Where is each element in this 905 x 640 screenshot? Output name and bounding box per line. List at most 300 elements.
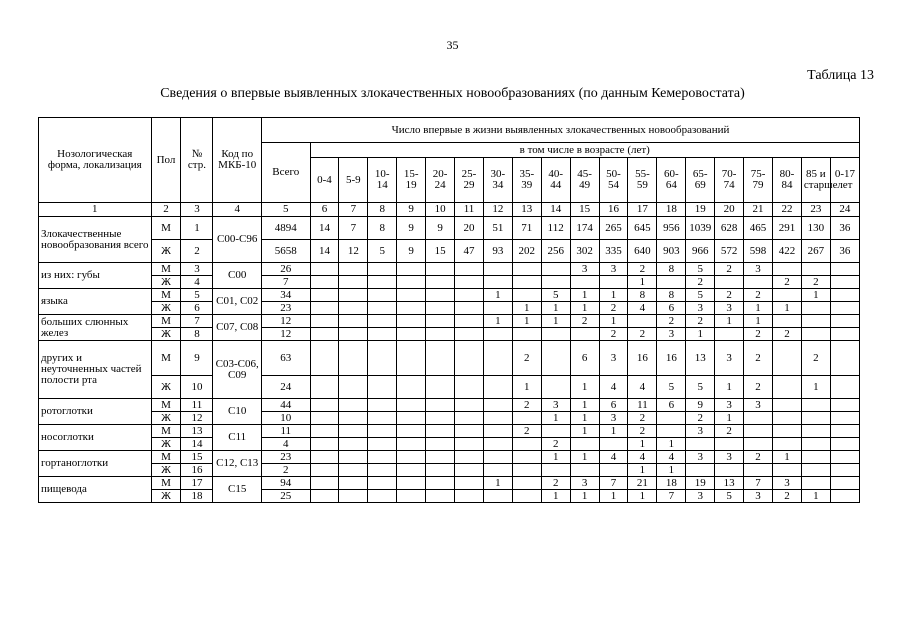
data-cell: 4 xyxy=(599,376,628,399)
row-sex: Ж xyxy=(151,438,181,451)
data-cell xyxy=(397,263,426,276)
row-total: 2 xyxy=(261,464,310,477)
data-cell xyxy=(339,490,368,503)
data-cell xyxy=(397,276,426,289)
data-cell: 112 xyxy=(541,217,570,240)
data-cell: 9 xyxy=(397,217,426,240)
column-number: 19 xyxy=(686,203,715,217)
data-cell xyxy=(339,302,368,315)
data-cell xyxy=(541,341,570,376)
header-age: 5-9 xyxy=(339,158,368,203)
neoplasm-table xyxy=(38,117,860,503)
data-cell xyxy=(339,438,368,451)
data-cell: 1 xyxy=(773,302,802,315)
data-cell: 2 xyxy=(801,341,830,376)
table-body xyxy=(39,217,860,503)
data-cell: 51 xyxy=(483,217,512,240)
data-cell xyxy=(715,438,744,451)
column-number: 13 xyxy=(512,203,541,217)
data-cell xyxy=(426,412,455,425)
column-number: 6 xyxy=(310,203,339,217)
data-cell: 5 xyxy=(368,240,397,263)
data-cell: 422 xyxy=(773,240,802,263)
data-cell: 256 xyxy=(541,240,570,263)
table-header xyxy=(39,118,860,217)
data-cell xyxy=(512,412,541,425)
row-number: 18 xyxy=(181,490,213,503)
table-row xyxy=(39,240,860,263)
data-cell: 5 xyxy=(686,289,715,302)
data-cell xyxy=(310,438,339,451)
data-cell xyxy=(483,412,512,425)
data-cell xyxy=(310,412,339,425)
data-cell xyxy=(339,341,368,376)
row-number: 7 xyxy=(181,315,213,328)
data-cell: 1 xyxy=(541,315,570,328)
data-cell xyxy=(339,464,368,477)
column-number: 8 xyxy=(368,203,397,217)
column-number: 12 xyxy=(483,203,512,217)
data-cell xyxy=(801,412,830,425)
data-cell xyxy=(397,464,426,477)
data-cell xyxy=(368,276,397,289)
table-row xyxy=(39,302,860,315)
row-number: 1 xyxy=(181,217,213,240)
row-number: 9 xyxy=(181,341,213,376)
data-cell xyxy=(368,438,397,451)
data-cell xyxy=(455,451,484,464)
column-number: 17 xyxy=(628,203,657,217)
data-cell xyxy=(397,328,426,341)
data-cell: 1 xyxy=(570,425,599,438)
row-sex: М xyxy=(151,451,181,464)
column-number: 11 xyxy=(455,203,484,217)
data-cell xyxy=(339,276,368,289)
data-cell: 2 xyxy=(628,412,657,425)
data-cell xyxy=(541,425,570,438)
data-cell xyxy=(339,263,368,276)
data-cell: 2 xyxy=(744,328,773,341)
data-cell xyxy=(570,464,599,477)
data-cell xyxy=(773,464,802,477)
header-age: 75-79 xyxy=(744,158,773,203)
data-cell: 4 xyxy=(628,376,657,399)
data-cell: 1 xyxy=(570,376,599,399)
data-cell xyxy=(744,464,773,477)
data-cell xyxy=(368,399,397,412)
data-cell xyxy=(339,328,368,341)
data-cell xyxy=(368,328,397,341)
row-sex: М xyxy=(151,399,181,412)
data-cell xyxy=(397,412,426,425)
column-number: 23 xyxy=(801,203,830,217)
data-cell xyxy=(397,302,426,315)
data-cell xyxy=(512,276,541,289)
data-cell xyxy=(773,425,802,438)
row-code: С10 xyxy=(213,399,262,425)
header-age: 10-14 xyxy=(368,158,397,203)
data-cell xyxy=(483,451,512,464)
table-label: Таблица 13 xyxy=(807,68,874,83)
data-cell xyxy=(744,276,773,289)
data-cell: 572 xyxy=(715,240,744,263)
data-cell: 1 xyxy=(512,315,541,328)
data-cell: 3 xyxy=(541,399,570,412)
data-cell: 3 xyxy=(657,328,686,341)
data-cell xyxy=(801,477,830,490)
header-age: 0-17 лет xyxy=(830,158,859,203)
data-cell: 3 xyxy=(773,477,802,490)
data-cell xyxy=(512,289,541,302)
column-number: 9 xyxy=(397,203,426,217)
data-cell: 14 xyxy=(310,240,339,263)
data-cell xyxy=(455,412,484,425)
data-cell xyxy=(830,328,859,341)
data-cell xyxy=(773,412,802,425)
data-cell xyxy=(368,341,397,376)
data-cell: 1039 xyxy=(686,217,715,240)
row-sex: М xyxy=(151,477,181,490)
data-cell: 3 xyxy=(570,477,599,490)
table-row xyxy=(39,438,860,451)
data-cell: 2 xyxy=(512,399,541,412)
data-cell xyxy=(310,376,339,399)
column-number: 22 xyxy=(773,203,802,217)
data-cell: 956 xyxy=(657,217,686,240)
header-age: 80-84 xyxy=(773,158,802,203)
data-cell xyxy=(397,341,426,376)
data-cell xyxy=(541,376,570,399)
row-name: Злокачественные новообразования всего xyxy=(39,217,152,263)
table-row xyxy=(39,477,860,490)
data-cell: 3 xyxy=(599,341,628,376)
data-cell: 335 xyxy=(599,240,628,263)
data-cell xyxy=(368,412,397,425)
data-cell: 1 xyxy=(773,451,802,464)
data-cell: 1 xyxy=(541,412,570,425)
data-cell xyxy=(455,490,484,503)
data-cell xyxy=(426,438,455,451)
row-code: С00-С96 xyxy=(213,217,262,263)
data-cell xyxy=(801,451,830,464)
data-cell xyxy=(657,425,686,438)
table-caption: Сведения о впервые выявленных злокачественных новообразованиях (по данным Кемеровостата) xyxy=(160,86,745,101)
data-cell xyxy=(657,412,686,425)
row-total: 44 xyxy=(261,399,310,412)
row-sex: Ж xyxy=(151,412,181,425)
data-cell xyxy=(599,276,628,289)
table-row xyxy=(39,328,860,341)
data-cell: 6 xyxy=(570,341,599,376)
data-cell xyxy=(830,276,859,289)
data-cell xyxy=(397,490,426,503)
data-cell xyxy=(455,263,484,276)
row-number: 6 xyxy=(181,302,213,315)
data-cell: 6 xyxy=(657,399,686,412)
row-code: С12, С13 xyxy=(213,451,262,477)
data-cell xyxy=(570,438,599,451)
data-cell: 6 xyxy=(657,302,686,315)
table-row xyxy=(39,490,860,503)
table-row xyxy=(39,315,860,328)
data-cell xyxy=(512,328,541,341)
data-cell xyxy=(310,490,339,503)
column-number: 24 xyxy=(830,203,859,217)
data-cell xyxy=(483,276,512,289)
header-age: 70-74 xyxy=(715,158,744,203)
data-cell xyxy=(368,263,397,276)
data-cell: 2 xyxy=(801,276,830,289)
table-row xyxy=(39,341,860,376)
data-cell xyxy=(801,438,830,451)
data-cell xyxy=(455,341,484,376)
column-number: 7 xyxy=(339,203,368,217)
data-cell: 93 xyxy=(483,240,512,263)
data-cell xyxy=(368,302,397,315)
data-cell: 20 xyxy=(455,217,484,240)
data-cell xyxy=(426,490,455,503)
header-form: Нозологическая форма, локализация xyxy=(39,118,152,203)
data-cell xyxy=(483,490,512,503)
data-cell xyxy=(455,315,484,328)
data-cell: 1 xyxy=(599,315,628,328)
data-cell: 9 xyxy=(686,399,715,412)
column-number: 18 xyxy=(657,203,686,217)
data-cell xyxy=(628,315,657,328)
table-row xyxy=(39,289,860,302)
data-cell xyxy=(744,425,773,438)
data-cell: 2 xyxy=(686,276,715,289)
data-cell: 3 xyxy=(686,425,715,438)
data-cell: 2 xyxy=(773,490,802,503)
data-cell: 265 xyxy=(599,217,628,240)
row-total: 23 xyxy=(261,451,310,464)
data-cell: 267 xyxy=(801,240,830,263)
data-cell: 1 xyxy=(628,438,657,451)
table-row xyxy=(39,464,860,477)
data-cell xyxy=(830,425,859,438)
data-cell xyxy=(397,451,426,464)
data-cell xyxy=(426,399,455,412)
row-total: 25 xyxy=(261,490,310,503)
data-cell xyxy=(830,376,859,399)
row-name: пищевода xyxy=(39,477,152,503)
data-cell: 645 xyxy=(628,217,657,240)
data-cell: 19 xyxy=(686,477,715,490)
data-cell: 903 xyxy=(657,240,686,263)
row-number: 5 xyxy=(181,289,213,302)
data-cell: 5 xyxy=(657,376,686,399)
row-sex: М xyxy=(151,263,181,276)
data-cell: 7 xyxy=(657,490,686,503)
data-cell: 966 xyxy=(686,240,715,263)
row-sex: М xyxy=(151,217,181,240)
data-cell: 13 xyxy=(715,477,744,490)
data-cell xyxy=(310,464,339,477)
data-cell xyxy=(483,464,512,477)
data-cell: 1 xyxy=(657,464,686,477)
row-code: С07, С08 xyxy=(213,315,262,341)
row-total: 4894 xyxy=(261,217,310,240)
data-cell: 5 xyxy=(686,376,715,399)
data-cell xyxy=(455,477,484,490)
data-cell: 1 xyxy=(599,425,628,438)
row-total: 11 xyxy=(261,425,310,438)
data-cell: 2 xyxy=(715,263,744,276)
data-cell: 3 xyxy=(744,263,773,276)
data-cell: 3 xyxy=(686,451,715,464)
data-cell: 2 xyxy=(657,315,686,328)
data-cell xyxy=(744,438,773,451)
row-name: ротоглотки xyxy=(39,399,152,425)
data-cell xyxy=(773,263,802,276)
row-sex: М xyxy=(151,341,181,376)
header-sex: Пол xyxy=(151,118,181,203)
header-age: 85 и старше xyxy=(801,158,830,203)
data-cell xyxy=(368,464,397,477)
data-cell: 1 xyxy=(570,302,599,315)
data-cell: 291 xyxy=(773,217,802,240)
data-cell xyxy=(455,399,484,412)
data-cell xyxy=(801,263,830,276)
data-cell: 2 xyxy=(744,376,773,399)
data-cell xyxy=(310,341,339,376)
data-cell xyxy=(310,315,339,328)
data-cell xyxy=(483,376,512,399)
row-sex: Ж xyxy=(151,328,181,341)
data-cell: 3 xyxy=(686,490,715,503)
row-code: С01, С02 xyxy=(213,289,262,315)
row-sex: Ж xyxy=(151,376,181,399)
data-cell xyxy=(801,464,830,477)
header-total: Всего xyxy=(261,143,310,203)
data-cell: 16 xyxy=(657,341,686,376)
data-cell xyxy=(339,425,368,438)
row-name: языка xyxy=(39,289,152,315)
data-cell: 8 xyxy=(368,217,397,240)
data-cell xyxy=(455,289,484,302)
row-name: из них: губы xyxy=(39,263,152,289)
data-cell xyxy=(426,376,455,399)
data-cell xyxy=(686,464,715,477)
data-cell: 3 xyxy=(744,399,773,412)
header-subgroup: в том числе в возрасте (лет) xyxy=(310,143,860,158)
data-cell xyxy=(773,399,802,412)
row-number: 2 xyxy=(181,240,213,263)
header-age: 35-39 xyxy=(512,158,541,203)
row-number: 13 xyxy=(181,425,213,438)
row-sex: Ж xyxy=(151,302,181,315)
row-code: С03-С06, С09 xyxy=(213,341,262,399)
data-cell: 47 xyxy=(455,240,484,263)
column-number: 16 xyxy=(599,203,628,217)
data-cell: 1 xyxy=(570,412,599,425)
row-total: 23 xyxy=(261,302,310,315)
data-cell xyxy=(541,276,570,289)
data-cell: 2 xyxy=(686,412,715,425)
data-cell xyxy=(599,464,628,477)
data-cell xyxy=(773,376,802,399)
data-cell: 202 xyxy=(512,240,541,263)
data-cell xyxy=(426,263,455,276)
row-number: 8 xyxy=(181,328,213,341)
column-number: 14 xyxy=(541,203,570,217)
data-cell: 640 xyxy=(628,240,657,263)
row-sex: М xyxy=(151,289,181,302)
data-cell xyxy=(512,477,541,490)
header-age: 55-59 xyxy=(628,158,657,203)
data-cell xyxy=(339,315,368,328)
data-cell: 5 xyxy=(715,490,744,503)
data-cell: 2 xyxy=(773,328,802,341)
data-cell xyxy=(830,315,859,328)
row-code: С15 xyxy=(213,477,262,503)
data-cell xyxy=(830,412,859,425)
data-cell: 2 xyxy=(744,289,773,302)
data-cell xyxy=(397,438,426,451)
data-cell xyxy=(483,438,512,451)
data-cell xyxy=(657,276,686,289)
data-cell: 2 xyxy=(512,341,541,376)
data-cell xyxy=(455,302,484,315)
data-cell xyxy=(310,263,339,276)
data-cell xyxy=(426,302,455,315)
data-cell: 12 xyxy=(339,240,368,263)
data-cell xyxy=(368,376,397,399)
data-cell xyxy=(426,276,455,289)
row-number: 3 xyxy=(181,263,213,276)
row-code: С00 xyxy=(213,263,262,289)
data-cell xyxy=(339,399,368,412)
data-cell xyxy=(310,276,339,289)
data-cell xyxy=(310,425,339,438)
row-total: 94 xyxy=(261,477,310,490)
row-number: 11 xyxy=(181,399,213,412)
header-age: 60-64 xyxy=(657,158,686,203)
header-age: 20-24 xyxy=(426,158,455,203)
data-cell xyxy=(483,425,512,438)
data-cell xyxy=(397,477,426,490)
row-number: 10 xyxy=(181,376,213,399)
row-sex: Ж xyxy=(151,276,181,289)
data-cell: 1 xyxy=(483,477,512,490)
data-cell xyxy=(368,477,397,490)
data-cell: 1 xyxy=(541,302,570,315)
data-cell: 1 xyxy=(686,328,715,341)
data-cell: 1 xyxy=(801,289,830,302)
data-cell xyxy=(830,438,859,451)
data-cell: 130 xyxy=(801,217,830,240)
data-cell: 3 xyxy=(599,412,628,425)
row-sex: Ж xyxy=(151,464,181,477)
data-cell xyxy=(830,399,859,412)
data-cell: 9 xyxy=(397,240,426,263)
data-cell: 7 xyxy=(599,477,628,490)
data-cell xyxy=(368,451,397,464)
data-cell xyxy=(339,412,368,425)
row-sex: М xyxy=(151,425,181,438)
data-cell: 13 xyxy=(686,341,715,376)
data-cell xyxy=(339,451,368,464)
data-cell xyxy=(483,341,512,376)
data-cell: 36 xyxy=(830,217,859,240)
header-group: Число впервые в жизни выявленных злокачественных новообразований xyxy=(261,118,859,143)
data-cell xyxy=(397,425,426,438)
data-cell xyxy=(715,328,744,341)
data-cell xyxy=(541,464,570,477)
row-number: 17 xyxy=(181,477,213,490)
column-number: 10 xyxy=(426,203,455,217)
